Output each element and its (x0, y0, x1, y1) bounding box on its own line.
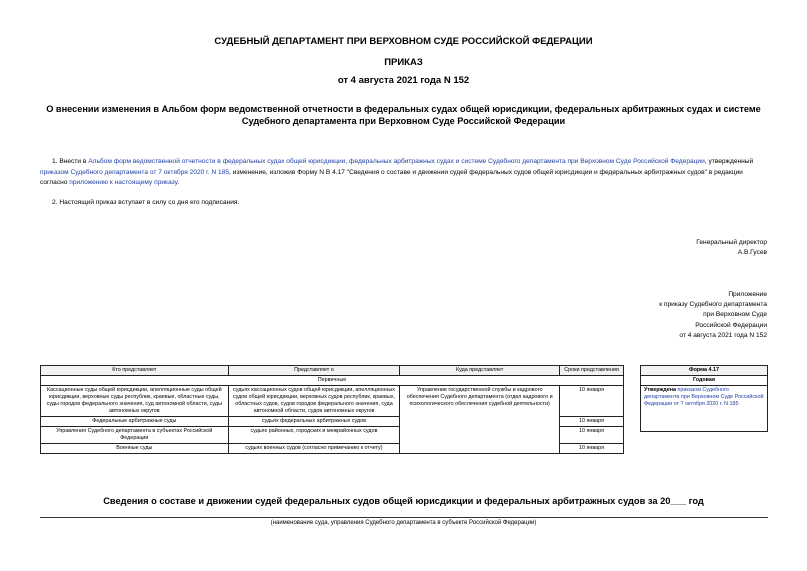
court-name-line (40, 517, 768, 518)
signature-block (696, 238, 767, 258)
document-date-number: от 4 августа 2021 года N 152 (337, 75, 470, 86)
album-forms-link[interactable]: Альбом форм ведомственной отчетности в федеральных судах общей юрисдикции, федеральных арбитражных судах и системе Судебного департамента при Верховном Суде Российской Федерации (88, 158, 705, 165)
appendix-line: Российской Федерации (695, 321, 767, 329)
appendix-block (659, 290, 767, 341)
table-header-row (41, 366, 624, 376)
table-row (41, 386, 624, 417)
p1-text-end: . (177, 179, 180, 187)
order-185-link[interactable]: приказом Судебного департамента от 7 октября 2020 г. N 185 (40, 168, 230, 176)
section-row (41, 376, 624, 386)
p1-text-start: 1. Внести в (52, 158, 89, 165)
cell-where: Управление государственной службы и кадрового обеспечения Судебного департамента (отдел кадрового и психологического обеспечения судебной деятельности) (400, 386, 560, 454)
cell-about: судьях кассационных судов общей юрисдикции, апелляционных судов общей юрисдикции, верховных судов республик, краевых, областных судов, судов городов федерального значения, суда автономной области, судов автономных округов (228, 386, 400, 417)
approval-row (641, 386, 768, 432)
cell-who: Управления Судебного департамента в субъектах Российской Федерации (41, 427, 229, 444)
report-form-title: Сведения о составе и движении судей федеральных судов общей юрисдикции и федеральных арбитражных судов за 20___ год (103, 496, 704, 506)
cell-term: 10 января (560, 427, 624, 444)
appendix-link[interactable]: приложению к настоящему приказу (69, 179, 178, 187)
header-who: Кто представляет (41, 366, 229, 376)
cell-who: Кассационные суды общей юрисдикции, апелляционные суды общей юрисдикции, верховные суды республик, краевые, областные суды, суды городов федерального значения, суд автономной области, суды автономных округов (41, 386, 229, 417)
signature-position: Генеральный директор (696, 239, 767, 246)
appendix-line: к приказу Судебного департамента (659, 301, 767, 309)
department-heading: СУДЕБНЫЙ ДЕПАРТАМЕНТ ПРИ ВЕРХОВНОМ СУДЕ РОССИЙСКОЙ ФЕДЕРАЦИИ (214, 36, 593, 47)
cell-about: судьях районных, городских и межрайонных судов (228, 427, 400, 444)
court-name-caption: (наименование суда, управления Судебного департамента в субъекте Российской Федерации) (270, 520, 537, 526)
approval-order-link[interactable]: приказом Судебного департамента при Верховном Суде Российской Федерации от 7 октября 2020 г. N 185 (644, 387, 764, 407)
form-row (641, 366, 768, 376)
header-about: Представляет о (228, 366, 400, 376)
cell-term: 10 января (560, 386, 624, 417)
cell-about: судьях федеральных арбитражных судов (228, 417, 400, 427)
p1-text-mid2: , изменение, изложив Форму N В 4.17 "Сведения о составе и движении судей федеральных судов общей юрисдикции и федеральных арбитражных судов" в редакции согласно (40, 168, 743, 187)
form-approval (641, 386, 768, 432)
cell-term: 10 января (560, 417, 624, 427)
period-row (641, 376, 768, 386)
form-number: Форма 4.17 (641, 366, 768, 376)
cell-who: Федеральные арбитражные суды (41, 417, 229, 427)
cell-who: Военные суды (41, 444, 229, 454)
document-title: О внесении изменения в Альбом форм ведомственной отчетности в федеральных судах общей юрисдикции, федеральных арбитражных судах и системе Судебного департамента при Верховном Суде Российской Федерации (46, 104, 761, 126)
section-label: Первичные (41, 376, 624, 386)
form-period: Годовая (641, 376, 768, 386)
header-term: Сроки представления (560, 366, 624, 376)
approved-label: Утверждена (644, 387, 676, 393)
header-where: Куда представляет (400, 366, 560, 376)
report-table (40, 365, 624, 454)
appendix-line: Приложение (728, 291, 767, 298)
paragraph-1 (40, 157, 770, 189)
p1-text-mid1: , утвержденный (704, 158, 754, 165)
form-box (640, 365, 768, 432)
paragraph-2: 2. Настоящий приказ вступает в силу со дня его подписания. (52, 199, 240, 206)
appendix-line: от 4 августа 2021 года N 152 (679, 331, 767, 339)
document-type: ПРИКАЗ (384, 57, 423, 68)
signature-name: А.В.Гусев (737, 249, 767, 257)
cell-about: судьях военных судов (согласно примечанию к отчету) (228, 444, 400, 454)
cell-term: 10 января (560, 444, 624, 454)
appendix-line: при Верховном Суде (703, 311, 767, 319)
